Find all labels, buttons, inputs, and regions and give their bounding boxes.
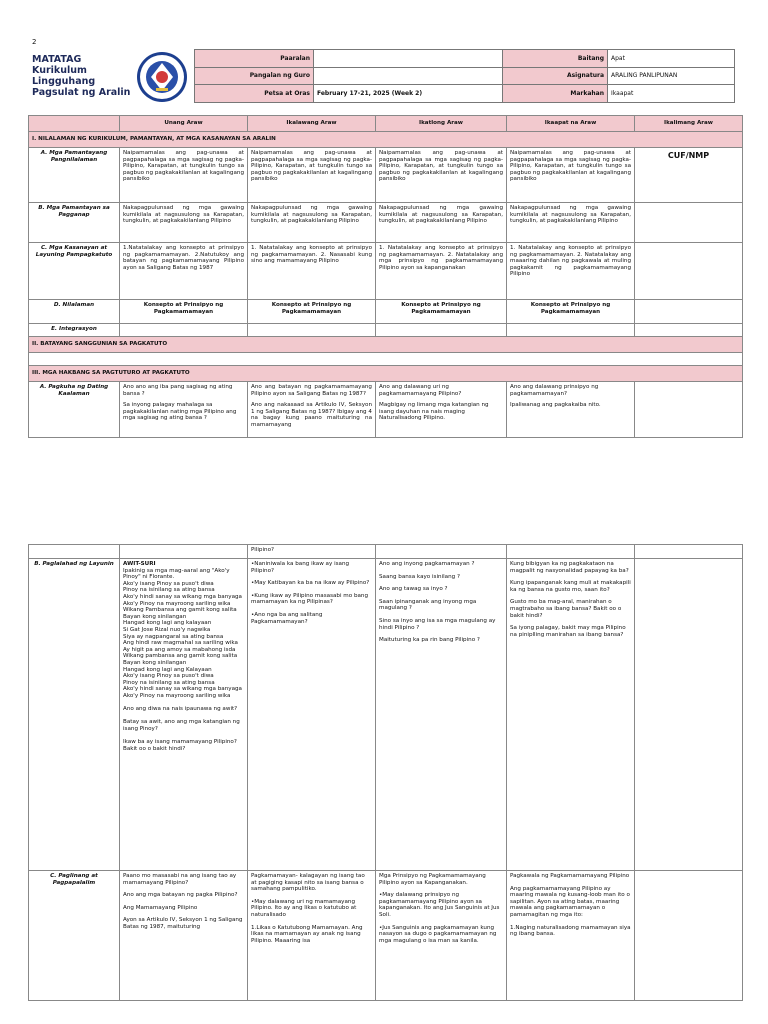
- section-2-body: [29, 353, 743, 366]
- row-d-day5: [635, 300, 743, 324]
- day-2-header: Ikalawang Araw: [248, 116, 376, 132]
- iiib-d4-line-0: Kung bibigyan ka ng pagkakataon na magpalit ng nasyonalidad papayag ka ba?: [510, 561, 629, 574]
- row-iiib-day4: [507, 559, 635, 871]
- iiia-day1-q2: Sa inyong palagay mahalaga sa pagkakakilanlan nating mga Pilipino ang mga sagisag ng ating bansa ?: [123, 402, 237, 422]
- iiib-d1-line-16: Pinoy na isinilang sa ating bansa: [123, 679, 215, 686]
- iiib-d1-line-1: Ako'y isang Pinoy sa puso't diwa: [123, 580, 214, 587]
- row-iiib-day1: [120, 559, 248, 871]
- iiic-d2-line-1: •May dalawang uri ng mamamayang Pilipino. Ito ay ang likas o katutubo at naturalisado: [251, 898, 357, 918]
- iiic-d2-line-0: Pagkamamayan- kalagayan ng isang tao at pagiging kasapi nito sa isang bansa o samahang pampulitiko.: [251, 873, 365, 893]
- iiia-day4-q1: Ano ang dalawang prinsipyo ng pagkamamamayan?: [510, 384, 599, 397]
- iiib-d1-line-17: Ako'y hindi sanay sa wikang mga banyaga: [123, 686, 242, 693]
- iiib-d3-line-2: Ano ang tawag sa inyo ?: [379, 586, 448, 593]
- iiic-day2-list: [251, 873, 372, 944]
- iiic-d4-line-2: 1.Naging naturalisadong mamamayan siya ng ibang bansa.: [510, 924, 631, 938]
- row-iiic-label: C. Paglinang at Pagpapalalim: [29, 871, 120, 1001]
- row-a-day5: [635, 148, 743, 203]
- row-b-day1: Nakapagpulunsad ng mga gawaing kumikilala at nagsusulong sa Karapatan, tungkulin, at pagkakakilanlang Pilipino: [120, 203, 248, 243]
- iiib-d2-line-2: •Kung ikaw ay Pilipino masasabi mo bang mamamayan ka ng Pilipinas?: [251, 592, 369, 606]
- iiib-d1-line-22: Batay sa awit, ano ang mga katangian ng isang Pinoy?: [123, 719, 240, 732]
- iiib-d1-line-14: Hangad kong lagi ang Kalayaan: [123, 666, 212, 673]
- guro-label: Pangalan ng Guro: [195, 67, 314, 85]
- awit-suri-title: AWIT-SURI: [123, 561, 156, 567]
- iiib-d1-line-23: [123, 732, 244, 739]
- asignatura-value: ARALING PANLIPUNAN: [608, 67, 735, 85]
- row-iiic-day3: [376, 871, 507, 1001]
- section-3-heading: III. MGA HAKBANG SA PAGTUTURO AT PAGKATUTO: [29, 366, 743, 382]
- day-3-header: Ikatlong Araw: [376, 116, 507, 132]
- iiib-d3-line-3: Saan ipinanganak ang inyong mga magulang ?: [379, 598, 477, 612]
- row-iiib-day3: [376, 559, 507, 871]
- row-d-day2: Konsepto at Prinsipyo ng Pagkamamamayan: [248, 300, 376, 324]
- iiib-d1-line-6: Bayan kong sinilangan: [123, 613, 187, 620]
- row-e-day1: [120, 324, 248, 337]
- iiib-d2-line-1: •May Katibayan ka ba na ikaw ay Pilipino?: [251, 580, 370, 587]
- petsa-value: February 17-21, 2025 (Week 2): [314, 85, 503, 103]
- song-lines: [123, 568, 244, 753]
- iiib-d1-line-20: Ano ang diwa na nais ipaunawa ng awit?: [123, 706, 238, 713]
- page-number: 2: [32, 38, 37, 46]
- section-1-heading: I. NILALAMAN NG KURIKULUM, PAMANTAYAN, AT MGA KASANAYAN SA ARALIN: [29, 132, 743, 148]
- row-a-day1: Naipamamalas ang pag-unawa at pagpapahalaga sa mga sagisag ng pagka-Pilipino, Karapatan, at tungkulin tungo sa pagbuo ng pagkakakilanlan at kagalingang pansibiko: [120, 148, 248, 203]
- deped-seal-icon: [132, 50, 192, 104]
- iiib-d1-line-7: Hangad kong lagi ang kalayaan: [123, 620, 212, 627]
- iiic-d3-line-1: •May dalawang prinsipyo ng pagkamamamayang Pilipino ayon sa kapanganakan. Ito ang Jus Sanguinis at Jus Soli.: [379, 892, 500, 918]
- empty-corner: [29, 116, 120, 132]
- row-e-day3: [376, 324, 507, 337]
- lesson-header: [28, 48, 742, 104]
- iiib-d4-line-2: Gusto mo ba mag-aral, manirahan o magtrabaho sa ibang bansa? Bakit oo o bakit hindi?: [510, 599, 622, 619]
- iiic-d2-line-2: 1.Likas o Katutubong Mamamayan. Ang likas na mamamayan ay anak ng isang Pilipino. Maaaring isa: [251, 924, 363, 944]
- row-iiic-day1: [120, 871, 248, 1001]
- row-iiic-day5: [635, 871, 743, 1001]
- iiib-d1-line-8: Si Gat Jose Rizal nuo'y nagwika: [123, 626, 211, 633]
- iiia-day4-q2: Ipaliwanag ang pagkakaiba nito.: [510, 402, 601, 409]
- iiic-day3-list: [379, 873, 503, 944]
- iiib-d1-line-12: Wikang pambansa ang gamit kong salita: [123, 653, 238, 660]
- iiib-d1-line-19: [123, 699, 244, 706]
- iiic-d1-line-1: Ano ang mga batayan ng pagka Pilipino?: [123, 892, 238, 899]
- iiia-day1-q1: Ano ano ang iba pang sagisag ng ating bansa ?: [123, 384, 233, 397]
- row-e-label: E. Integrasyon: [29, 324, 120, 337]
- row-d-day4: Konsepto at Prinsipyo ng Pagkamamamayan: [507, 300, 635, 324]
- iiib-d2-line-3: •Ano nga ba ang salitang Pagkamamamayan?: [251, 611, 323, 625]
- row-c-day3: 1. Natatalakay ang konsepto at prinsipyo ng pagkamamamayan. 2. Natatalakay ang mga prinsipyo ng pagkamamamayang Pilipino ayon sa kapanganakan: [376, 243, 507, 300]
- row-iiia-day1: [120, 382, 248, 438]
- row-iiib-day5: [635, 559, 743, 871]
- row-a-label: A. Mga Pamantayang Pangnilalaman: [29, 148, 120, 203]
- iiia-day3-q2: Magbigay ng limang mga katangian ng isang dayuhan na nais maging Naturalisadong Pilipino.: [379, 402, 489, 422]
- iiib-d1-line-21: [123, 713, 244, 720]
- row-e-day5: [635, 324, 743, 337]
- iiic-d3-line-2: •Jus Sanguinis ang pagkamamayan kung nasayon sa dugo o pagkamamamayan ng mga magulang o isa man sa kanila.: [379, 924, 497, 944]
- paaralan-label: Paaralan: [195, 50, 314, 68]
- iiib-d3-line-5: Maituturing ka pa rin bang Pilipino ?: [379, 637, 480, 644]
- baitang-label: Baitang: [503, 50, 608, 68]
- iiic-day1-list: [123, 873, 244, 931]
- iiib-d1-line-24: Ikaw ba ay isang mamamayang Pilipino? Bakit oo o bakit hindi?: [123, 739, 237, 752]
- iiib-day3-list: [379, 561, 503, 644]
- markahan-value: Ikaapat: [608, 85, 735, 103]
- row-c-day5: [635, 243, 743, 300]
- iiic-d1-line-0: Paano mo masasabi na ang isang tao ay mamamayang Pilipino?: [123, 873, 237, 886]
- iiic-day4-list: [510, 873, 631, 938]
- asignatura-label: Asignatura: [503, 67, 608, 85]
- iiic-d1-line-3: Ayon sa Artikulo IV, Seksyon 1 ng Saligang Batas ng 1987, maituturing: [123, 917, 243, 930]
- row-c-day1: 1.Natatalakay ang konsepto at prinsipyo ng pagkamamamayan. 2.Natutukoy ang batayan ng pagkamamamayang Pilipino ayon sa Saligang Batas ng 1987: [120, 243, 248, 300]
- markahan-label: Markahan: [503, 85, 608, 103]
- row-iiib-day2: [248, 559, 376, 871]
- iiic-d3-line-0: Mga Prinsipyo ng Pagkamamamayang Pilipino ayon sa Kapanganakan.: [379, 873, 486, 886]
- guro-value: [314, 67, 503, 85]
- iiia-day2-q1: Ano ang batayan ng pagkamamamayang Pilipino ayon sa Saligang Batas ng 1987?: [251, 384, 372, 397]
- iiia-day2-q2: Ano ang nakasaad sa Artikulo IV, Seksyon 1 ng Saligang Batas ng 1987? Ibigay ang 4 na bagay kung paano maituturing na mamamayang: [251, 402, 372, 428]
- row-iiia-label: A. Pagkuha ng Dating Kaalaman: [29, 382, 120, 438]
- lesson-plan-table-bottom: [28, 544, 743, 1001]
- iiib-d1-line-3: Ako'y hindi sanay sa wikang mga banyaga: [123, 593, 242, 600]
- row-e-day2: [248, 324, 376, 337]
- iiib-d1-line-13: Bayan kong sinilangan: [123, 659, 187, 666]
- iiib-d4-line-1: Kung ipapanganak kang muli at makakapili ka ng bansa na gusto mo, saan ito?: [510, 580, 631, 593]
- iiib-d3-line-1: Saang bansa kayo isinilang ?: [379, 573, 460, 580]
- row-e-day4: [507, 324, 635, 337]
- iiib-d4-line-3: Sa iyong palagay, bakit may mga Pilipino na piniplling manirahan sa ibang bansa?: [510, 625, 626, 638]
- iiic-d4-line-0: Pagkawala ng Pagkamamamayang Pilipino: [510, 873, 630, 879]
- row-b-day2: Nakapagpulunsad ng mga gawaing kumikilala at nagsusulong sa Karapatan, tungkulin, at pagkakakilanlang Pilipino: [248, 203, 376, 243]
- row-a-day2: Naipamamalas ang pag-unawa at pagpapahalaga sa mga sagisag ng pagka-Pilipino, Karapatan, at tungkulin tungo sa pagbuo ng pagkakakilanlan at kagalingang pansibiko: [248, 148, 376, 203]
- row-d-label: D. Nilalaman: [29, 300, 120, 324]
- iiic-d1-line-2: Ang Mamamayang Pilipino: [123, 904, 198, 911]
- day-5-header: Ikalimang Araw: [635, 116, 743, 132]
- day-4-header: Ikaapat na Araw: [507, 116, 635, 132]
- cont-day4: [507, 545, 635, 559]
- lesson-plan-table-top: [28, 115, 743, 438]
- iiia-day3-q1: Ano ang dalawang uri ng pagkamamamayang Pilipino?: [379, 384, 462, 397]
- iiib-d1-line-5: Wikang Pambansa ang gamit kong salita: [123, 607, 237, 614]
- cont-day2: Pilipino?: [248, 545, 376, 559]
- row-iiic-day4: [507, 871, 635, 1001]
- row-c-day4: 1. Natatalakay ang konsepto at prinsipyo ng pagkamamamayan. 2. Natatalakay ang maaaring dahilan ng pagkawala at muling pagkakamit ng pagkamamamayang Pilipino: [507, 243, 635, 300]
- row-iiia-day3: [376, 382, 507, 438]
- iiib-d1-line-11: Ay higit pa ang amoy sa mabahong isda: [123, 646, 236, 653]
- header-title: MATATAG Kurikulum Lingguhang Pagsulat ng Aralin: [32, 54, 131, 98]
- petsa-label: Petsa at Oras: [195, 85, 314, 103]
- iiib-d1-line-18: Ako'y Pinoy na mayroong sariling wika: [123, 692, 231, 699]
- iiib-d1-line-2: Pinoy na isinilang sa ating bansa: [123, 587, 215, 594]
- cont-day5: [635, 545, 743, 559]
- row-b-day5: [635, 203, 743, 243]
- row-iiia-day5: [635, 382, 743, 438]
- iiib-d3-line-0: Ano ang inyong pagkamamayan ?: [379, 561, 475, 567]
- iiib-d1-line-0: Ipakinig sa mga mag-aaral ang "Ako'y Pinoy" ni Florante.: [123, 567, 230, 581]
- iiib-d1-line-4: Ako'y Pinoy na mayroong sariling wika: [123, 600, 231, 607]
- row-c-label: C. Mga Kasanayan at Layuning Pampagkatuto: [29, 243, 120, 300]
- section-2-heading: II. BATAYANG SANGGUNIAN SA PAGKATUTO: [29, 337, 743, 353]
- row-b-day3: Nakapagpulunsad ng mga gawaing kumikilala at nagsusulong sa Karapatan, tungkulin, at pagkakakilanlang Pilipino: [376, 203, 507, 243]
- cont-label: [29, 545, 120, 559]
- iiib-d3-line-4: Sino sa inyo ang isa sa mga magulang ay hindi Pilipino ?: [379, 617, 496, 631]
- row-d-day3: Konsepto at Prinsipyo ng Pagkamamamayan: [376, 300, 507, 324]
- iiib-d1-line-10: Ang hindi raw magmahal sa sariling wika: [123, 640, 238, 647]
- row-b-day4: Nakapagpulunsad ng mga gawaing kumikilala at nagsusulong sa Karapatan, tungkulin, at pagkakakilanlang Pilipino: [507, 203, 635, 243]
- iiib-day4-list: [510, 561, 631, 638]
- row-iiib-label: B. Paglalahad ng Layunin: [29, 559, 120, 871]
- row-c-day2: 1. Natatalakay ang konsepto at prinsipyo ng pagkamamamayan. 2. Nasasabi kung sino ang mamamayang Pilipino: [248, 243, 376, 300]
- cont-day1: [120, 545, 248, 559]
- paaralan-value: [314, 50, 503, 68]
- baitang-value: Apat: [608, 50, 735, 68]
- cuf-nmp-label: CUF/NMP: [667, 151, 710, 160]
- row-iiia-day4: [507, 382, 635, 438]
- iiib-d2-line-0: •Naniniwala ka bang ikaw ay isang Pilipino?: [251, 561, 350, 574]
- header-info-table: [194, 49, 735, 103]
- cont-day3: [376, 545, 507, 559]
- row-iiic-day2: [248, 871, 376, 1001]
- iiib-d1-line-9: Siya ay nagpangaral sa ating bansa: [123, 633, 224, 640]
- iiib-d1-line-15: Ako'y isang Pinoy sa puso't diwa: [123, 673, 214, 680]
- iiib-day2-list: [251, 561, 372, 625]
- row-a-day4: Naipamamalas ang pag-unawa at pagpapahalaga sa mga sagisag ng pagka-Pilipino, Karapatan, at tungkulin tungo sa pagbuo ng pagkakakilanlan at kagalingang pansibiko: [507, 148, 635, 203]
- day-1-header: Unang Araw: [120, 116, 248, 132]
- row-b-label: B. Mga Pamantayan sa Pagganap: [29, 203, 120, 243]
- row-d-day1: Konsepto at Prinsipyo ng Pagkamamamayan: [120, 300, 248, 324]
- iiic-d4-line-1: Ang pagkamamamayang Pilipino ay maaring mawala ng kusang-loob man ito o sapilitan. Ayon sa ating batas, maaring mawala ang pagkamamamayan o pamamagitan ng mga ito:: [510, 885, 630, 918]
- row-iiia-day2: [248, 382, 376, 438]
- row-a-day3: Naipamamalas ang pag-unawa at pagpapahalaga sa mga sagisag ng pagka-Pilipino, Karapatan, at tungkulin tungo sa pagbuo ng pagkakakilanlan at kagalingang pansibiko: [376, 148, 507, 203]
